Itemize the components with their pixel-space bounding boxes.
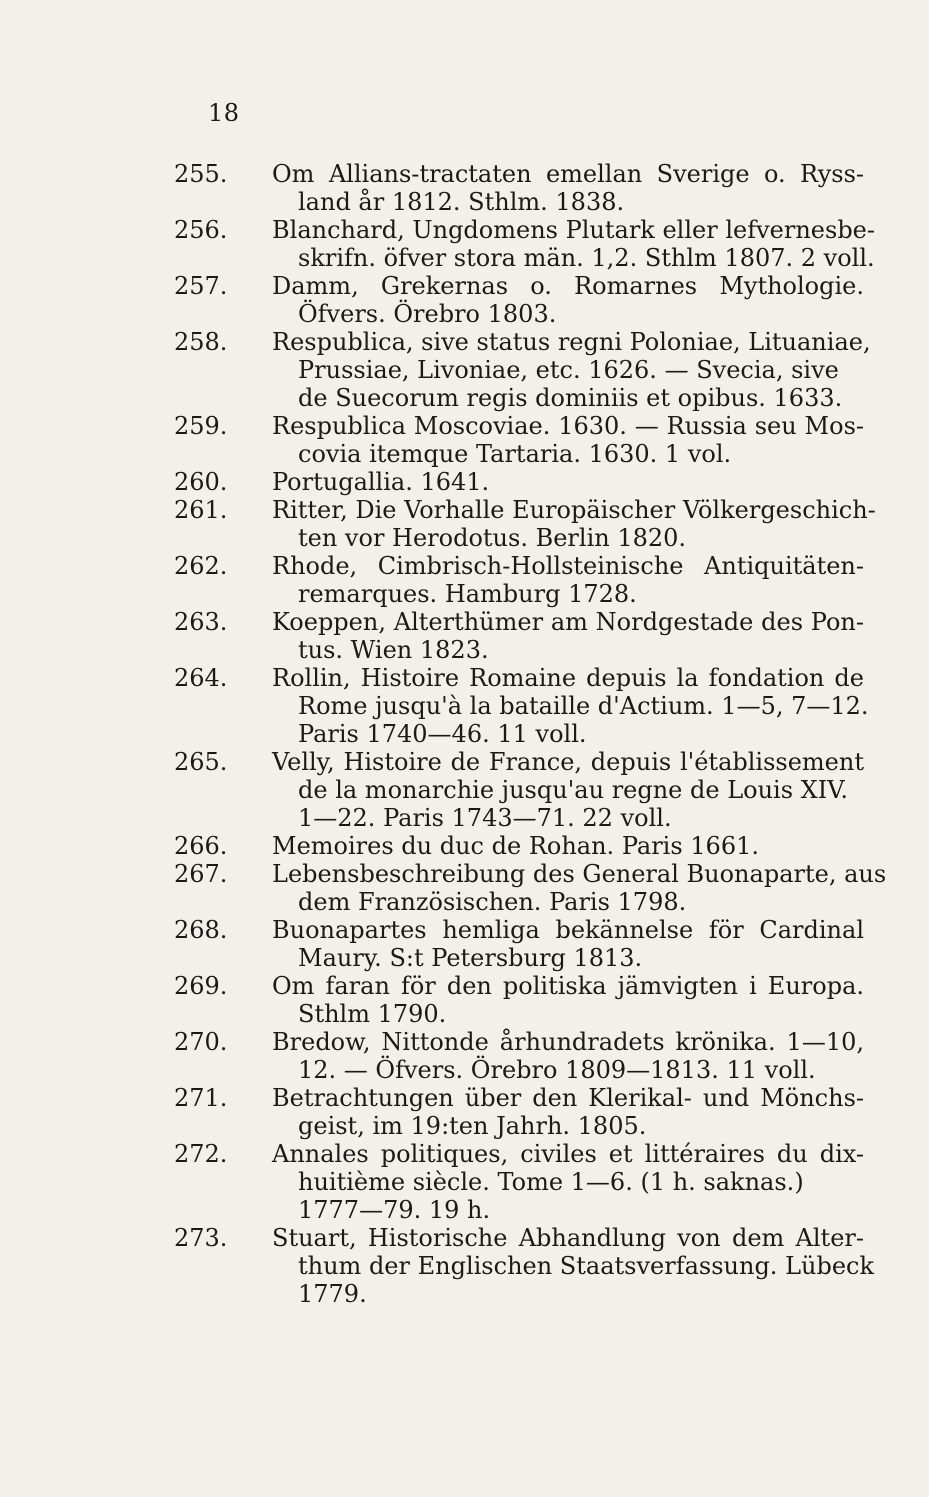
- entry-number: 270.: [174, 1028, 228, 1056]
- entry-line: Portugallia. 1641.: [272, 468, 490, 496]
- entry-number: 265.: [174, 748, 228, 776]
- entry-line: de la monarchie jusqu'au regne de Louis XIV.: [298, 776, 849, 804]
- entry-number: 267.: [174, 860, 228, 888]
- entry-line: remarques. Hamburg 1728.: [298, 580, 637, 608]
- entry-line: Om faran för den politiska jämvigten i Europa.: [272, 972, 864, 1000]
- entry-line: Prussiae, Livoniae, etc. 1626. — Svecia, sive: [298, 356, 839, 384]
- catalog-entry-257: [174, 272, 864, 328]
- entry-line: Rome jusqu'à la bataille d'Actium. 1—5, 7—12.: [298, 692, 869, 720]
- catalog-entry-273: [174, 1224, 875, 1308]
- entry-line: 12. — Öfvers. Örebro 1809—1813. 11 voll.: [298, 1056, 816, 1084]
- entry-line: Respublica Moscoviae. 1630. — Russia seu Mos-: [272, 412, 864, 440]
- catalog-entry-267: [174, 860, 887, 916]
- catalog-entry-261: [174, 496, 876, 552]
- entry-line: Sthlm 1790.: [298, 1000, 447, 1028]
- entry-line: 1777—79. 19 h.: [298, 1196, 491, 1224]
- entry-line: Blanchard, Ungdomens Plutark eller lefvernesbe-: [272, 216, 875, 244]
- entry-line: Bredow, Nittonde århundradets krönika. 1—10,: [272, 1028, 864, 1056]
- entry-line: Damm, Grekernas o. Romarnes Mythologie.: [272, 272, 864, 300]
- entry-line: Rollin, Histoire Romaine depuis la fondation de: [272, 664, 864, 692]
- entry-line: tus. Wien 1823.: [298, 636, 489, 664]
- entry-number: 273.: [174, 1224, 228, 1252]
- entry-line: land år 1812. Sthlm. 1838.: [298, 188, 625, 216]
- entry-number: 264.: [174, 664, 228, 692]
- entry-line: Memoires du duc de Rohan. Paris 1661.: [272, 832, 759, 860]
- entry-number: 255.: [174, 160, 228, 188]
- entry-line: Paris 1740—46. 11 voll.: [298, 720, 587, 748]
- entry-line: ten vor Herodotus. Berlin 1820.: [298, 524, 687, 552]
- catalog-entry-266: [174, 832, 864, 860]
- entry-number: 272.: [174, 1140, 228, 1168]
- entry-line: Velly, Histoire de France, depuis l'établissement: [272, 748, 864, 776]
- entry-line: 1—22. Paris 1743—71. 22 voll.: [298, 804, 672, 832]
- catalog-entry-270: [174, 1028, 864, 1084]
- entry-number: 260.: [174, 468, 228, 496]
- entry-line: dem Französischen. Paris 1798.: [298, 888, 687, 916]
- entry-line: Betrachtungen über den Klerikal- und Mönchs-: [272, 1084, 864, 1112]
- catalog-entry-268: [174, 916, 864, 972]
- catalog-entry-263: [174, 608, 864, 664]
- entry-line: Maury. S:t Petersburg 1813.: [298, 944, 643, 972]
- catalog-entry-255: [174, 160, 864, 216]
- catalog-entry-272: [174, 1140, 864, 1224]
- entry-line: Buonapartes hemliga bekännelse för Cardinal: [272, 916, 864, 944]
- entry-number: 271.: [174, 1084, 228, 1112]
- entry-number: 268.: [174, 916, 228, 944]
- entry-line: de Suecorum regis dominiis et opibus. 1633.: [298, 384, 843, 412]
- entry-number: 256.: [174, 216, 228, 244]
- page-number: 18: [208, 99, 240, 127]
- entry-number: 269.: [174, 972, 228, 1000]
- entry-line: geist, im 19:ten Jahrh. 1805.: [298, 1112, 647, 1140]
- entry-number: 257.: [174, 272, 228, 300]
- entry-line: 1779.: [298, 1280, 367, 1308]
- entry-line: Ritter, Die Vorhalle Europäischer Völkergeschich-: [272, 496, 876, 524]
- entry-line: Stuart, Historische Abhandlung von dem Alter-: [272, 1224, 864, 1252]
- catalog-entry-260: [174, 468, 864, 496]
- entry-line: Om Allians-tractaten emellan Sverige o. Ryss-: [272, 160, 864, 188]
- entry-number: 263.: [174, 608, 228, 636]
- entry-line: Annales politiques, civiles et littéraires du dix-: [272, 1140, 864, 1168]
- catalog-entry-256: [174, 216, 875, 272]
- entry-number: 262.: [174, 552, 228, 580]
- entry-number: 261.: [174, 496, 228, 524]
- catalog-entry-262: [174, 552, 864, 608]
- entry-line: Lebensbeschreibung des General Buonaparte, aus: [272, 860, 887, 888]
- catalog-entry-258: [174, 328, 871, 412]
- entry-line: thum der Englischen Staatsverfassung. Lübeck: [298, 1252, 875, 1280]
- entry-number: 259.: [174, 412, 228, 440]
- catalog-entry-259: [174, 412, 864, 468]
- catalog-entry-264: [174, 664, 869, 748]
- entry-number: 258.: [174, 328, 228, 356]
- catalog-entry-265: [174, 748, 864, 832]
- catalog-entry-269: [174, 972, 864, 1028]
- entry-number: 266.: [174, 832, 228, 860]
- entry-line: Respublica, sive status regni Poloniae, Lituaniae,: [272, 328, 871, 356]
- entry-line: covia itemque Tartaria. 1630. 1 vol.: [298, 440, 732, 468]
- entry-line: huitième siècle. Tome 1—6. (1 h. saknas.): [298, 1168, 804, 1196]
- entry-line: Koeppen, Alterthümer am Nordgestade des Pon-: [272, 608, 864, 636]
- entry-line: Öfvers. Örebro 1803.: [298, 300, 557, 328]
- entry-line: skrifn. öfver stora män. 1,2. Sthlm 1807. 2 voll.: [298, 244, 875, 272]
- entry-line: Rhode, Cimbrisch-Hollsteinische Antiquitäten-: [272, 552, 864, 580]
- catalog-entry-271: [174, 1084, 864, 1140]
- catalog-list: [174, 160, 887, 1308]
